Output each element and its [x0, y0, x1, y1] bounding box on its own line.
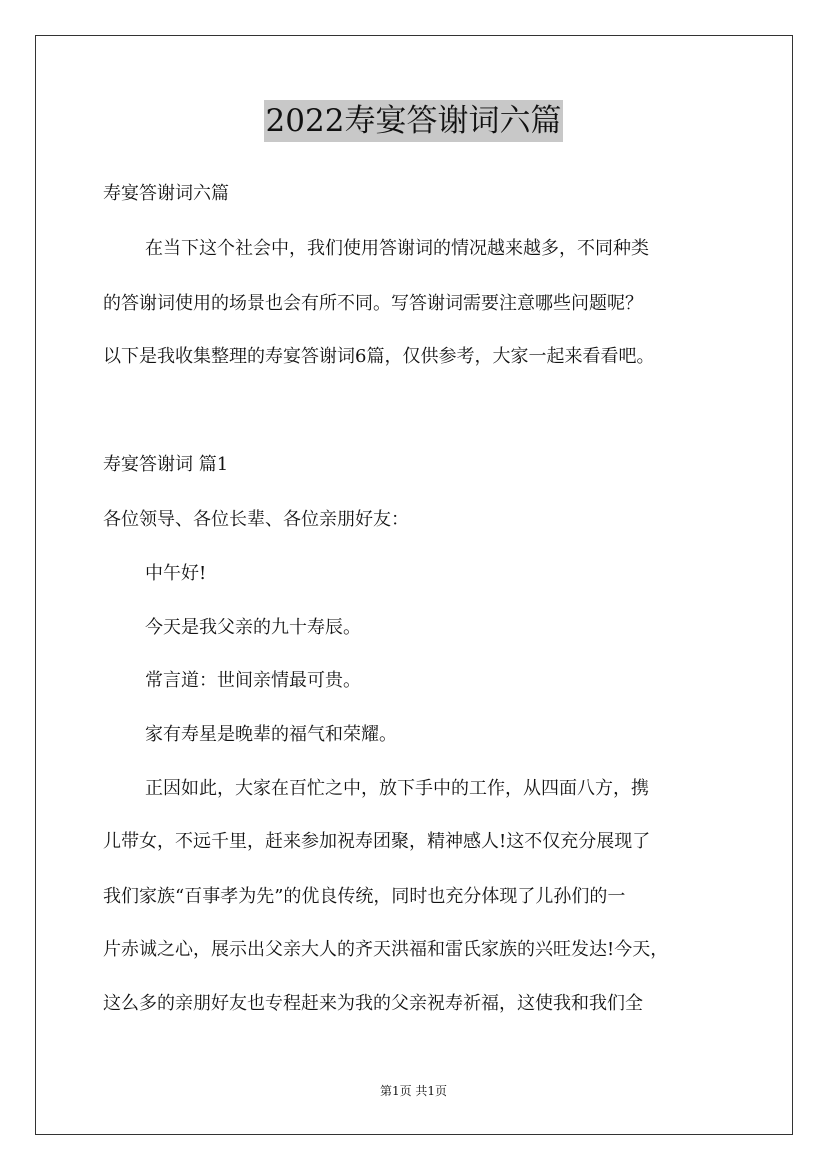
paragraph-2: 今天是我父亲的九十寿辰。: [145, 617, 361, 638]
intro-line-3: 以下是我收集整理的寿宴答谢词6篇，仅供参考，大家一起来看看吧。: [103, 346, 655, 367]
paragraph-4: 家有寿星是晚辈的福气和荣耀。: [145, 724, 397, 745]
paragraph-1: 中午好!: [145, 563, 207, 584]
subtitle: 寿宴答谢词六篇: [103, 183, 229, 204]
long-paragraph-line-2: 儿带女，不远千里，赶来参加祝寿团聚，精神感人!这不仅充分展现了: [103, 831, 651, 852]
document-title: 2022寿宴答谢词六篇: [264, 100, 564, 142]
section-heading: 寿宴答谢词 篇1: [103, 454, 229, 475]
long-paragraph-line-1: 正因如此，大家在百忙之中，放下手中的工作，从四面八方，携: [145, 778, 649, 799]
salutation: 各位领导、各位长辈、各位亲朋好友：: [103, 509, 409, 530]
paragraph-3: 常言道：世间亲情最可贵。: [145, 670, 361, 691]
page-footer: 第1页 共1页: [379, 1084, 448, 1098]
long-paragraph-line-5: 这么多的亲朋好友也专程赶来为我的父亲祝寿祈福，这使我和我们全: [103, 993, 643, 1014]
title-container: [0, 100, 827, 142]
intro-line-2: 的答谢词使用的场景也会有所不同。写答谢词需要注意哪些问题呢？: [103, 293, 643, 314]
long-paragraph-line-3: 我们家族“百事孝为先”的优良传统，同时也充分体现了儿孙们的一: [103, 886, 626, 907]
long-paragraph-line-4: 片赤诚之心，展示出父亲大人的齐天洪福和雷氏家族的兴旺发达!今天，: [103, 939, 669, 960]
intro-line-1: 在当下这个社会中，我们使用答谢词的情况越来越多，不同种类: [145, 238, 649, 259]
